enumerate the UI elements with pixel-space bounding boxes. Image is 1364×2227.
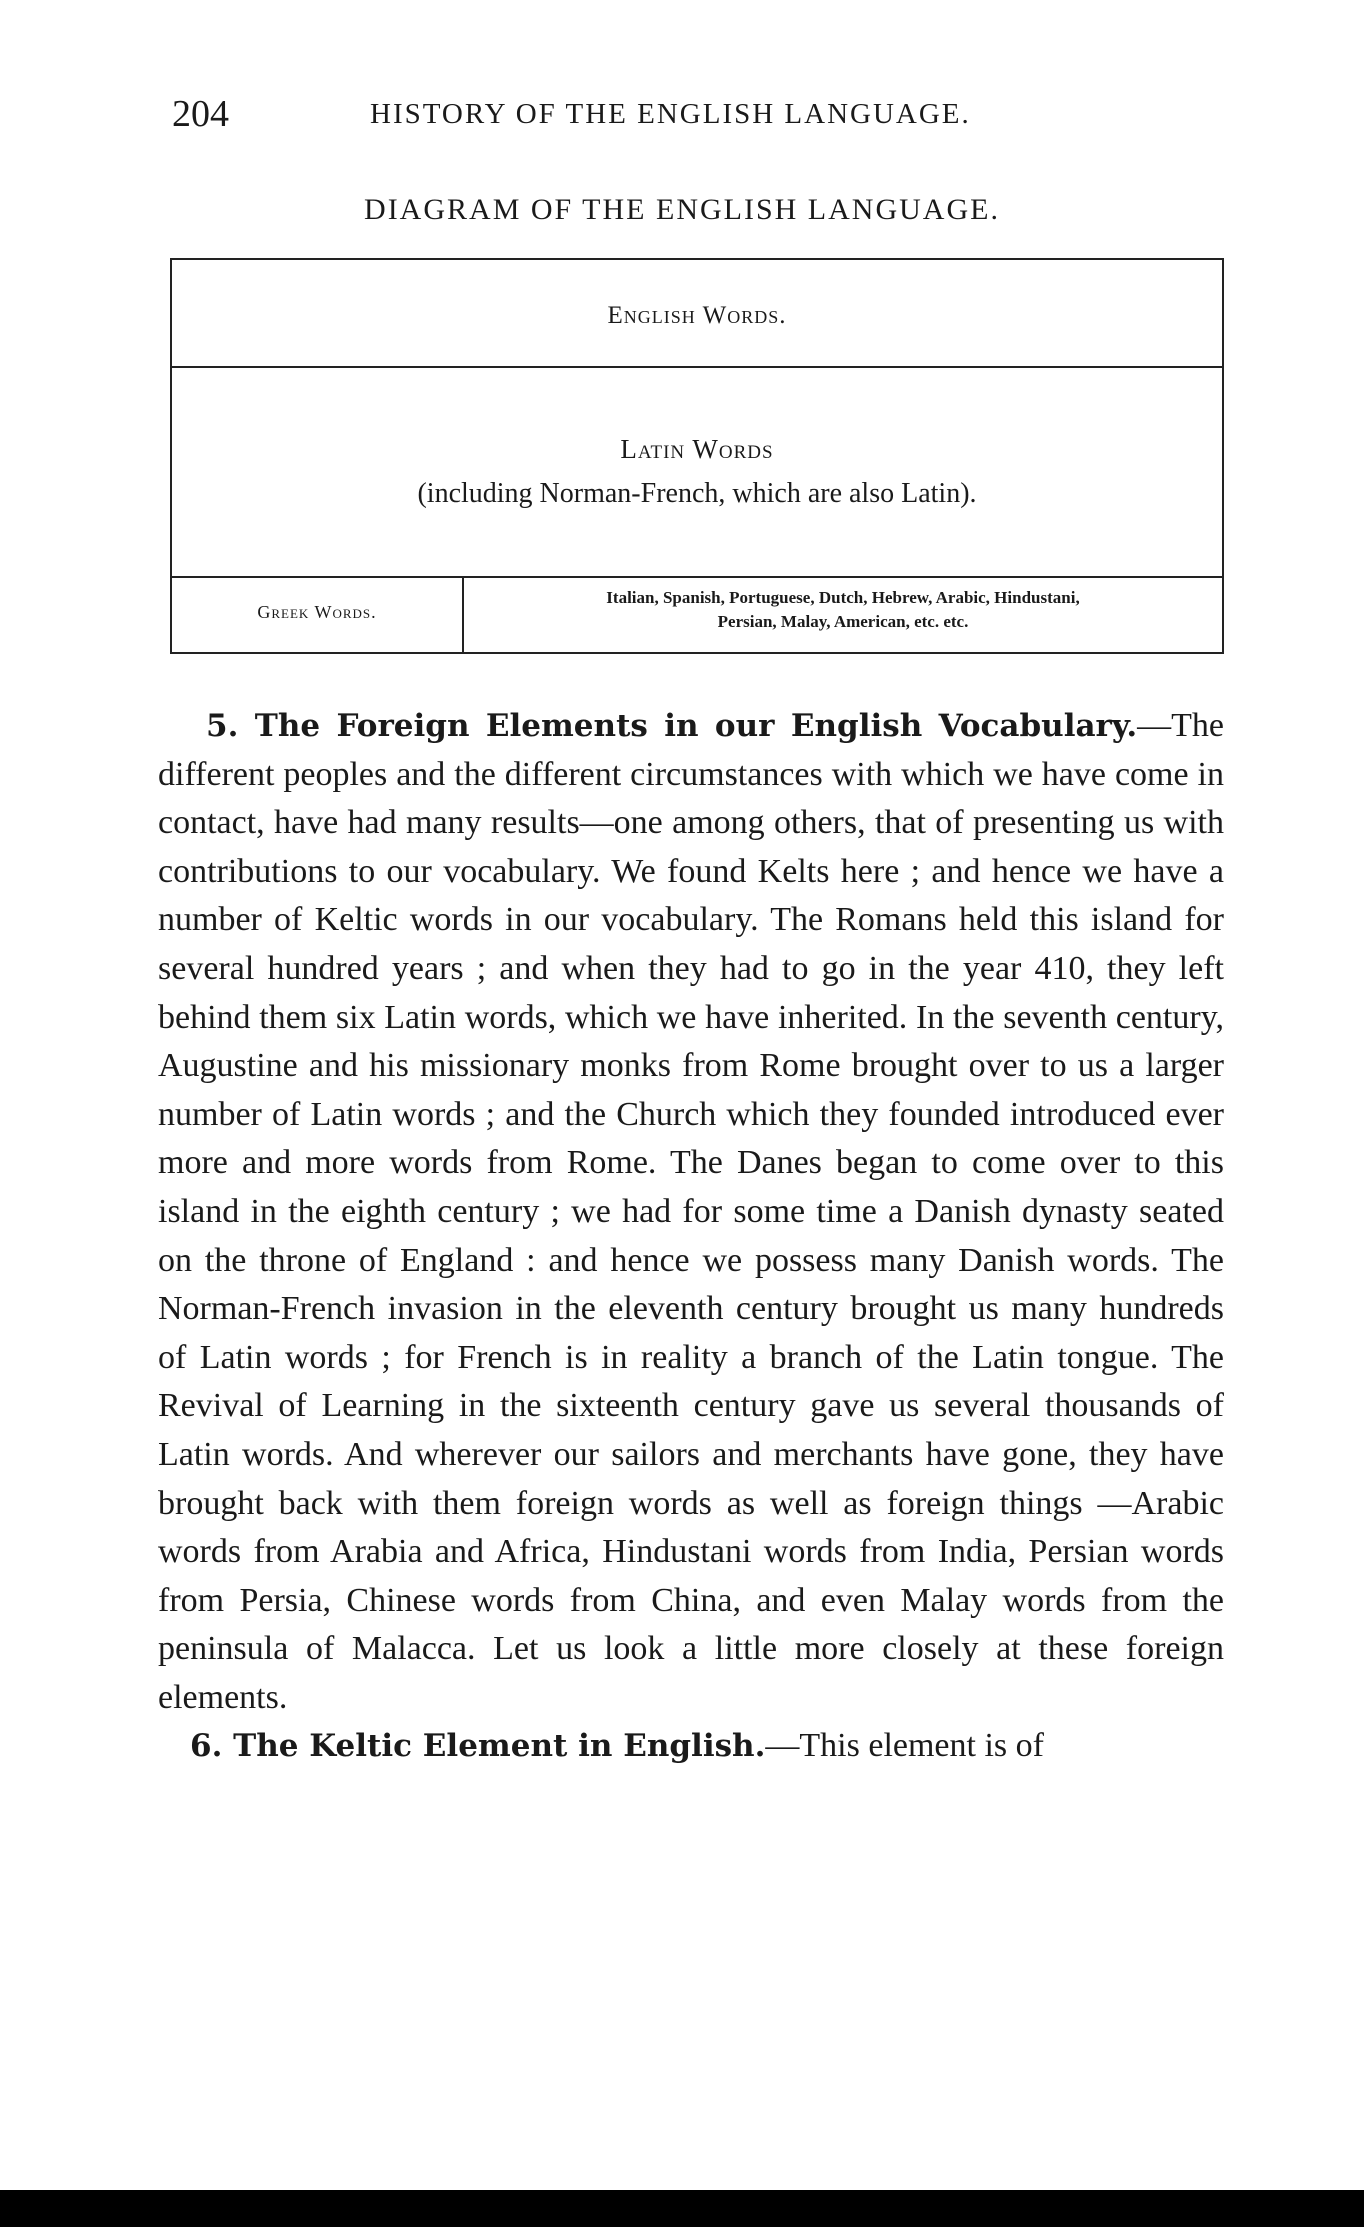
diagram-latin-words-cell	[172, 368, 1222, 578]
diagram-english-words-cell	[172, 260, 1222, 368]
diagram-other-words-cell	[464, 578, 1222, 654]
other-words-line-1: Italian, Spanish, Portuguese, Dutch, Hebrew, Arabic, Hindustani,	[606, 588, 1080, 607]
diagram-greek-words-cell	[172, 578, 464, 654]
other-words-line-2: Persian, Malay, American, etc. etc.	[717, 612, 969, 631]
section-5-text: —The different peoples and the different circumstances with which we have come in contact, have had many results—one among others, that of presenting us with contributions to our vocabulary. We found Kelts here ; and hence we have a number of Keltic words in our vocabulary. The Romans held this island for several hundred years ; and when they had to go in the year 410, they left behind them six Latin words, which we have inherited. In the seventh century, Augustine and his missionary monks from Rome brought over to us a larger number of Latin words ; and the Church which they founded introduced ever more and more words from Rome. The Danes began to come over to this island in the eighth century ; we had for some time a Danish dynasty seated on the throne of England : and hence we possess many Danish words. The Norman-French invasion in the eleventh century brought us many hundreds of Latin words ; for French is in reality a branch of the Latin tongue. The Revival of Learning in the sixteenth century gave us several thousands of Latin words. And wherever our sailors and merchants have gone, they have brought back with them foreign words as well as foreign things —Arabic words from Arabia and Africa, Hindustani words from India, Persian words from Persia, Chinese words from China, and even Malay words from the peninsula of Malacca. Let us look a little more closely at these foreign elements.	[158, 707, 1224, 1716]
latin-words-note: (including Norman-French, which are also Latin).	[417, 478, 977, 509]
scan-bottom-edge	[0, 2190, 1364, 2227]
latin-words-label: Latin Words	[620, 434, 774, 464]
diagram-title: DIAGRAM OF THE ENGLISH LANGUAGE.	[364, 193, 1000, 226]
section-6-text: —This element is of	[765, 1727, 1044, 1765]
section-6-heading: 6. The Keltic Element in English.	[190, 1728, 766, 1765]
book-title: HISTORY OF THE ENGLISH LANGUAGE.	[370, 98, 971, 130]
greek-words-label: Greek Words.	[257, 602, 377, 622]
running-head	[172, 92, 1232, 136]
section-5-paragraph	[158, 702, 1224, 1722]
section-5-heading: 5. The Foreign Elements in our English Vocabulary.	[206, 708, 1138, 744]
body-text	[158, 702, 1224, 1771]
english-words-label: English Words.	[607, 302, 787, 329]
page-number: 204	[172, 93, 229, 135]
language-diagram	[170, 258, 1224, 654]
section-6-paragraph	[158, 1722, 1224, 1771]
